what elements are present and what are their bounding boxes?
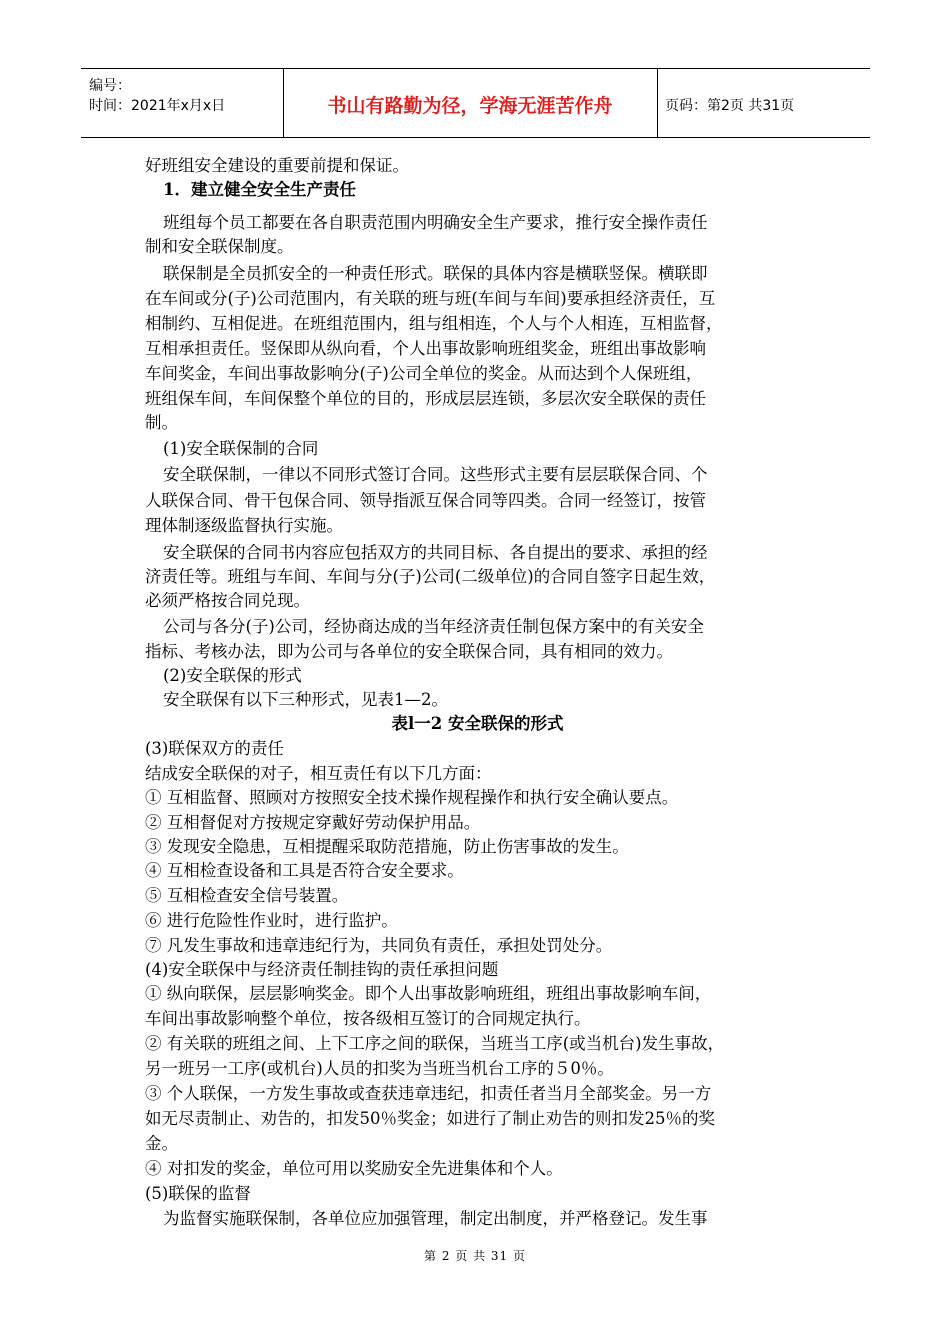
text-line: 为监督实施联保制，各单位应加强管理，制定出制度，并严格登记。发生事 xyxy=(163,1209,708,1228)
table-caption: 表l一2 安全联保的形式 xyxy=(391,714,564,733)
text-line: 安全联保有以下三种形式，见表1—2。 xyxy=(163,690,448,709)
list-item: ③ 发现安全隐患，互相提醒采取防范措施，防止伤害事故的发生。 xyxy=(145,837,629,856)
list-item: ② 互相督促对方按规定穿戴好劳动保护用品。 xyxy=(145,813,481,832)
text-line: 结成安全联保的对子，相互责任有以下几方面： xyxy=(145,764,492,783)
header-motto-cell xyxy=(283,69,658,137)
text-line: 班组保车间，车间保整个单位的目的，形成层层连锁，多层次安全联保的责任 xyxy=(145,389,706,408)
text-line: 互相承担责任。竖保即从纵向看，个人出事故影响班组奖金，班组出事故影响 xyxy=(145,339,706,358)
text-line: 联保制是全员抓安全的一种责任形式。联保的具体内容是横联竖保。横联即 xyxy=(163,264,708,283)
document-time-label: 时间：2021年x月x日 xyxy=(89,98,226,114)
list-item: ⑥ 进行危险性作业时，进行监护。 xyxy=(145,911,398,930)
header-page-cell xyxy=(657,69,870,137)
text-line: 车间出事故影响整个单位，按各级相互签订的合同规定执行。 xyxy=(145,1009,591,1028)
subsection-heading: (3)联保双方的责任 xyxy=(145,739,284,758)
section-heading: 1．建立健全安全生产责任 xyxy=(163,180,356,199)
header-page-info: 页码：第2页 共31页 xyxy=(665,98,795,114)
list-item: ⑦ 凡发生事故和违章违纪行为，共同负有责任，承担处罚处分。 xyxy=(145,936,613,955)
text-line: 相制约、互相促进。在班组范围内，组与组相连，个人与个人相连，互相监督， xyxy=(145,314,723,333)
page-header xyxy=(81,68,870,138)
text-line: 安全联保制，一律以不同形式签订合同。这些形式主要有层层联保合同、个 xyxy=(163,465,708,484)
page-footer: 第 2 页 共 31 页 xyxy=(424,1249,526,1263)
text-line: 车间奖金，车间出事故影响分(子)公司全单位的奖金。从而达到个人保班组， xyxy=(145,364,703,383)
text-line: 制。 xyxy=(145,413,178,432)
text-line: 在车间或分(子)公司范围内，有关联的班与班(车间与车间)要承担经济责任，互 xyxy=(145,289,716,308)
list-item: ④ 对扣发的奖金，单位可用以奖励安全先进集体和个人。 xyxy=(145,1159,563,1178)
subsection-heading: (1)安全联保制的合同 xyxy=(163,439,319,458)
subsection-heading: (2)安全联保的形式 xyxy=(163,666,302,685)
text-line: 好班组安全建设的重要前提和保证。 xyxy=(145,156,409,175)
header-meta-cell xyxy=(81,69,284,137)
subsection-heading: (4)安全联保中与经济责任制挂钩的责任承担问题 xyxy=(145,960,499,979)
list-item: ③ 个人联保，一方发生事故或查获违章违纪，扣责任者当月全部奖金。另一方 xyxy=(145,1084,712,1103)
text-line: 制和安全联保制度。 xyxy=(145,237,294,256)
text-line: 另一班另一工序(或机台)人员的扣奖为当班当机台工序的５0％。 xyxy=(145,1059,614,1078)
list-item: ④ 互相检查设备和工具是否符合安全要求。 xyxy=(145,861,464,880)
text-line: 人联保合同、骨干包保合同、领导指派互保合同等四类。合同一经签订，按管 xyxy=(145,491,706,510)
subsection-heading: (5)联保的监督 xyxy=(145,1184,251,1203)
text-line: 公司与各分(子)公司，经协商达成的当年经济责任制包保方案中的有关安全 xyxy=(163,617,704,636)
text-line: 金。 xyxy=(145,1134,178,1153)
list-item: ② 有关联的班组之间、上下工序之间的联保，当班当工序(或当机台)发生事故， xyxy=(145,1034,725,1053)
text-line: 如无尽责制止、劝告的，扣发50％奖金；如进行了制止劝告的则扣发25％的奖 xyxy=(145,1109,715,1128)
text-line: 必须严格按合同兑现。 xyxy=(145,591,310,610)
text-line: 理体制逐级监督执行实施。 xyxy=(145,516,343,535)
text-line: 安全联保的合同书内容应包括双方的共同目标、各自提出的要求、承担的经 xyxy=(163,543,708,562)
list-item: ① 互相监督、照顾对方按照安全技术操作规程操作和执行安全确认要点。 xyxy=(145,788,679,807)
header-motto: 书山有路勤为径，学海无涯苦作舟 xyxy=(327,95,613,117)
text-line: 班组每个员工都要在各自职责范围内明确安全生产要求，推行安全操作责任 xyxy=(163,213,708,232)
document-number-label: 编号： xyxy=(89,78,131,94)
text-line: 济责任等。班组与车间、车间与分(子)公司(二级单位)的合同自签字日起生效， xyxy=(145,567,716,586)
list-item: ① 纵向联保，层层影响奖金。即个人出事故影响班组，班组出事故影响车间， xyxy=(145,984,712,1003)
text-line: 指标、考核办法，即为公司与各单位的安全联保合同，具有相同的效力。 xyxy=(145,642,673,661)
list-item: ⑤ 互相检查安全信号装置。 xyxy=(145,886,349,905)
